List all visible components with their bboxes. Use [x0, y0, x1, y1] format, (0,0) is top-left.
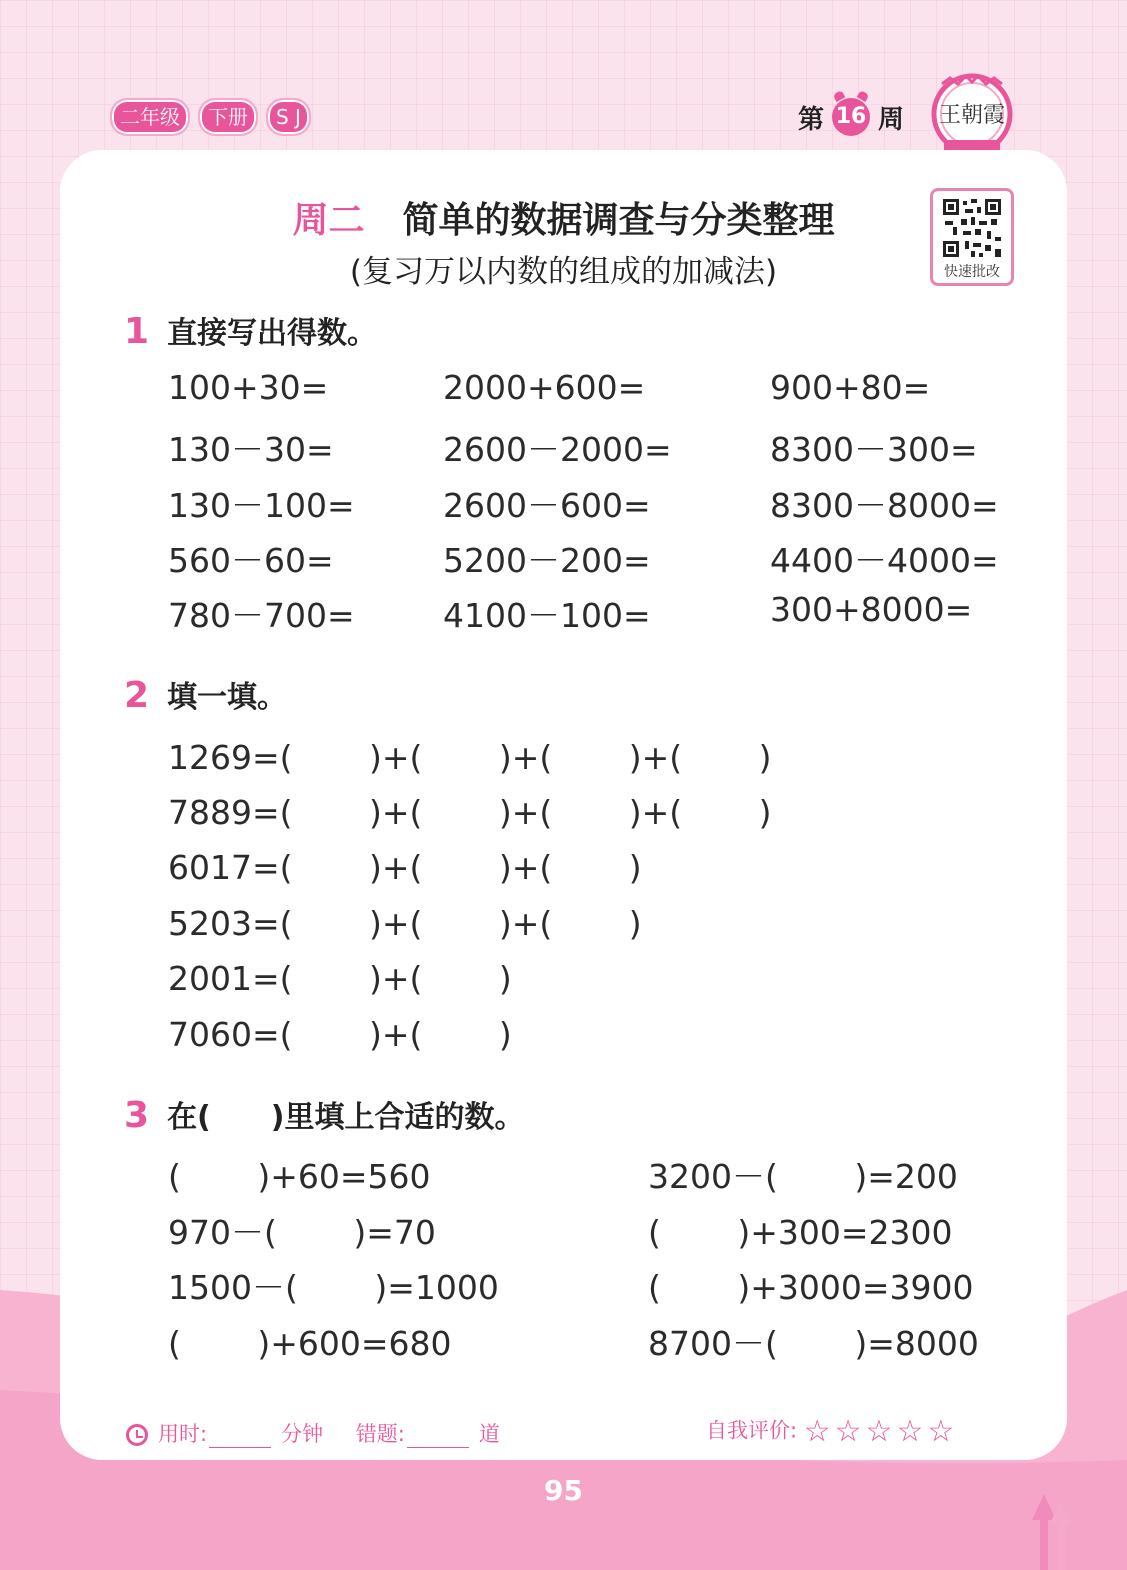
- title-day: 周二: [292, 200, 365, 241]
- problem-1-4-3: 4400－4000=: [770, 541, 999, 580]
- volume-tag: 下册: [198, 98, 258, 136]
- problem-1-5-1: 780－700=: [168, 596, 355, 635]
- arrow-up-icon: [1030, 1490, 1074, 1570]
- problem-2-6: 7060=( )+( ): [168, 1015, 512, 1054]
- page-title: [0, 192, 1127, 243]
- problem-1-3-2: 2600－600=: [443, 486, 651, 525]
- problem-2-4: 5203=( )+( )+( ): [168, 904, 642, 943]
- problem-3-1-2: 3200－( )=200: [648, 1157, 958, 1196]
- problem-1-2-1: 130－30=: [168, 430, 334, 469]
- self-eval-label: 自我评价:: [706, 1418, 798, 1443]
- section-2-number: 2: [124, 675, 150, 716]
- problem-1-1-1: 100+30=: [168, 368, 329, 407]
- problem-1-1-3: 900+80=: [770, 368, 931, 407]
- problem-1-4-1: 560－60=: [168, 541, 334, 580]
- problem-3-2-1: 970－( )=70: [168, 1213, 436, 1252]
- problem-1-3-3: 8300－8000=: [770, 486, 999, 525]
- problem-2-1: 1269=( )+( )+( )+( ): [168, 738, 772, 777]
- problem-1-4-2: 5200－200=: [443, 541, 651, 580]
- problem-3-4-2: 8700－( )=8000: [648, 1324, 979, 1363]
- problem-1-3-1: 130－100=: [168, 486, 355, 525]
- problem-3-3-2: ( )+3000=3900: [648, 1268, 974, 1307]
- errors-label: 错题:: [355, 1422, 405, 1446]
- star-rating[interactable]: ☆☆☆☆☆: [803, 1414, 959, 1449]
- footer-time-errors: [126, 1418, 500, 1448]
- problem-1-5-2: 4100－100=: [443, 596, 651, 635]
- clock-icon: [126, 1424, 148, 1446]
- page-number: 95: [544, 1474, 583, 1507]
- section-3-title: 在( )里填上合适的数。: [167, 1100, 525, 1135]
- logo-text: 王朝霞: [938, 103, 1006, 128]
- problem-3-4-1: ( )+600=680: [168, 1324, 452, 1363]
- problem-1-5-3: 300+8000=: [770, 590, 973, 629]
- grade-tags: [110, 98, 311, 136]
- section-1-heading: [124, 308, 377, 352]
- week-suffix: 周: [878, 104, 905, 135]
- section-2-title: 填一填。: [167, 680, 288, 715]
- time-blank[interactable]: [209, 1425, 271, 1448]
- grade-tag: 二年级: [110, 98, 190, 136]
- section-1-number: 1: [124, 311, 150, 352]
- section-2-heading: [124, 672, 287, 716]
- problem-2-3: 6017=( )+( )+( ): [168, 848, 642, 887]
- problem-2-2: 7889=( )+( )+( )+( ): [168, 793, 772, 832]
- errors-blank[interactable]: [407, 1425, 469, 1448]
- problem-3-1-1: ( )+60=560: [168, 1157, 431, 1196]
- minutes-label: 分钟: [281, 1422, 324, 1446]
- brand-logo-icon: [930, 70, 1014, 160]
- problem-3-2-2: ( )+300=2300: [648, 1213, 953, 1252]
- time-label: 用时:: [158, 1422, 208, 1446]
- week-prefix: 第: [798, 104, 825, 135]
- problem-3-3-1: 1500－( )=1000: [168, 1268, 499, 1307]
- week-number: 16: [832, 98, 870, 136]
- section-1-title: 直接写出得数。: [167, 316, 378, 351]
- section-3-heading: [124, 1092, 524, 1136]
- problem-1-2-2: 2600－2000=: [443, 430, 672, 469]
- problem-2-5: 2001=( )+( ): [168, 959, 512, 998]
- problem-1-1-2: 2000+600=: [443, 368, 646, 407]
- errors-unit: 道: [478, 1422, 500, 1446]
- problem-1-2-3: 8300－300=: [770, 430, 978, 469]
- footer-self-eval: [706, 1414, 958, 1449]
- qr-caption: 快速批改: [944, 264, 1000, 280]
- page-subtitle: (复习万以内数的组成的加减法): [349, 254, 778, 290]
- edition-tag: S J: [266, 98, 311, 136]
- title-topic: 简单的数据调查与分类整理: [402, 200, 835, 241]
- section-3-number: 3: [124, 1095, 150, 1136]
- week-indicator: [798, 98, 904, 136]
